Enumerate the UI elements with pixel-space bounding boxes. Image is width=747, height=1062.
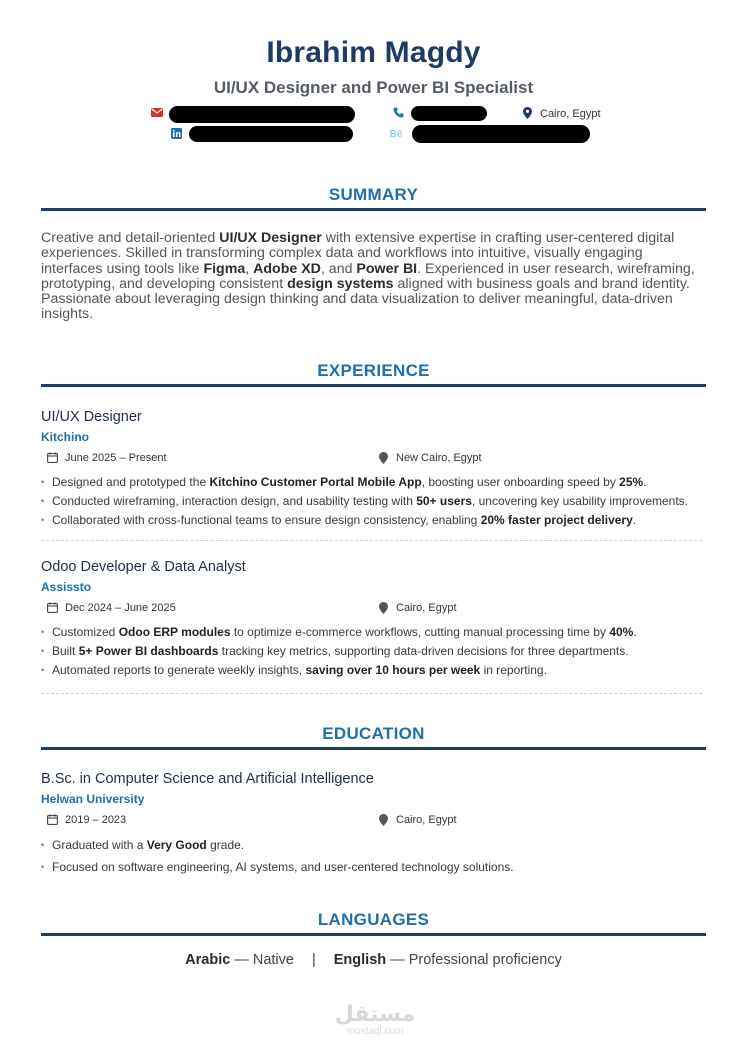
redacted-phone — [411, 106, 487, 121]
bullet-item: • Conducted wireframing, interaction design, and usability testing with 50+ users, uncovering key usability improvements. — [41, 494, 706, 509]
school-name: Helwan University — [41, 791, 145, 806]
bullet-item: • Designed and prototyped the Kitchino Customer Portal Mobile App, boosting user onboarding speed by 25%. — [41, 475, 706, 490]
phone-contact[interactable] — [392, 106, 487, 121]
entry-separator — [41, 693, 702, 694]
degree-title: B.Sc. in Computer Science and Artificial Intelligence — [41, 770, 374, 787]
job-location: Cairo, Egypt — [377, 602, 457, 615]
language-english: English — [333, 951, 387, 968]
languages-section — [0, 909, 747, 968]
experience-section — [0, 360, 747, 694]
summary-section — [0, 184, 747, 323]
redacted-behance — [412, 125, 590, 143]
candidate-title: UI/UX Designer and Power BI Specialist — [213, 78, 534, 97]
education-meta — [41, 814, 706, 832]
education-entry — [41, 770, 706, 875]
mostaql-watermark: مستقل mostaql.com — [334, 1002, 416, 1037]
bullet-item: • Built 5+ Power BI dashboards tracking key metrics, supporting data-driven decisions for three departments. — [41, 644, 706, 659]
job-dates: June 2025 – Present — [46, 452, 167, 465]
bullet-item: • Graduated with a Very Good grade. — [41, 838, 706, 853]
job-role: UI/UX Designer — [41, 408, 142, 425]
job-role: Odoo Developer & Data Analyst — [41, 558, 246, 575]
bullet-item: • Collaborated with cross-functional teams to ensure design consistency, enabling 20% faster project delivery. — [41, 513, 706, 528]
location-text: Cairo, Egypt — [540, 107, 601, 120]
education-divider — [41, 747, 706, 750]
phone-icon — [392, 107, 405, 120]
map-pin-icon — [377, 602, 390, 615]
language-arabic-level: — Native — [230, 951, 294, 968]
behance-contact[interactable] — [388, 125, 590, 143]
email-contact[interactable] — [150, 106, 355, 123]
calendar-icon — [46, 814, 59, 827]
bullet-item: • Focused on software engineering, AI systems, and user-centered technology solutions. — [41, 860, 706, 875]
language-separator: | — [311, 951, 316, 968]
company-name: Assissto — [41, 579, 92, 594]
summary-text: Creative and detail-oriented UI/UX Designer with extensive expertise in crafting user-centered digital experiences. Skilled in transforming complex data and workflows into intuitive, visually engaging interfaces using tools like Figma, Adobe XD, and Power BI. Experienced in user research, wireframing, prototyping, and developing consistent design systems aligned with business goals and brand identity. Passionate about leveraging design thinking and data visualization to deliver meaningful, data-driven insights. — [41, 230, 695, 323]
redacted-linkedin — [189, 126, 353, 142]
behance-icon: Bē — [389, 128, 403, 140]
experience-heading: EXPERIENCE — [317, 360, 430, 380]
calendar-icon — [46, 602, 59, 615]
summary-divider — [41, 208, 706, 211]
job-dates: Dec 2024 – June 2025 — [46, 602, 176, 615]
languages-list — [0, 952, 747, 968]
contact-info — [0, 106, 747, 150]
education-dates: 2019 – 2023 — [46, 814, 126, 827]
education-heading: EDUCATION — [322, 723, 425, 743]
redacted-email — [169, 106, 355, 123]
job-bullets — [41, 475, 706, 528]
languages-divider — [41, 933, 706, 936]
company-name: Kitchino — [41, 429, 89, 444]
experience-divider — [41, 384, 706, 387]
education-location: Cairo, Egypt — [377, 814, 457, 827]
location-contact — [521, 107, 601, 120]
resume-header — [0, 0, 747, 98]
experience-entry — [41, 558, 706, 678]
experience-entry — [41, 408, 706, 528]
entry-separator — [41, 540, 702, 541]
languages-heading: LANGUAGES — [317, 909, 430, 929]
linkedin-icon — [170, 128, 183, 141]
envelope-icon — [150, 108, 163, 121]
job-location: New Cairo, Egypt — [377, 452, 482, 465]
job-bullets — [41, 625, 706, 678]
education-bullets — [41, 838, 706, 875]
education-section — [0, 723, 747, 875]
language-english-level: — Professional proficiency — [386, 951, 562, 968]
linkedin-contact[interactable] — [170, 126, 353, 142]
map-pin-icon — [521, 107, 534, 120]
calendar-icon — [46, 452, 59, 465]
map-pin-icon — [377, 814, 390, 827]
job-meta — [41, 452, 706, 470]
bullet-item: • Automated reports to generate weekly insights, saving over 10 hours per week in reporting. — [41, 663, 706, 678]
map-pin-icon — [377, 452, 390, 465]
summary-heading: SUMMARY — [328, 185, 419, 204]
language-arabic: Arabic — [185, 951, 231, 968]
bullet-item: • Customized Odoo ERP modules to optimize e-commerce workflows, cutting manual processing time by 40%. — [41, 625, 706, 640]
job-meta — [41, 602, 706, 620]
candidate-name: Ibrahim Magdy — [266, 36, 481, 69]
